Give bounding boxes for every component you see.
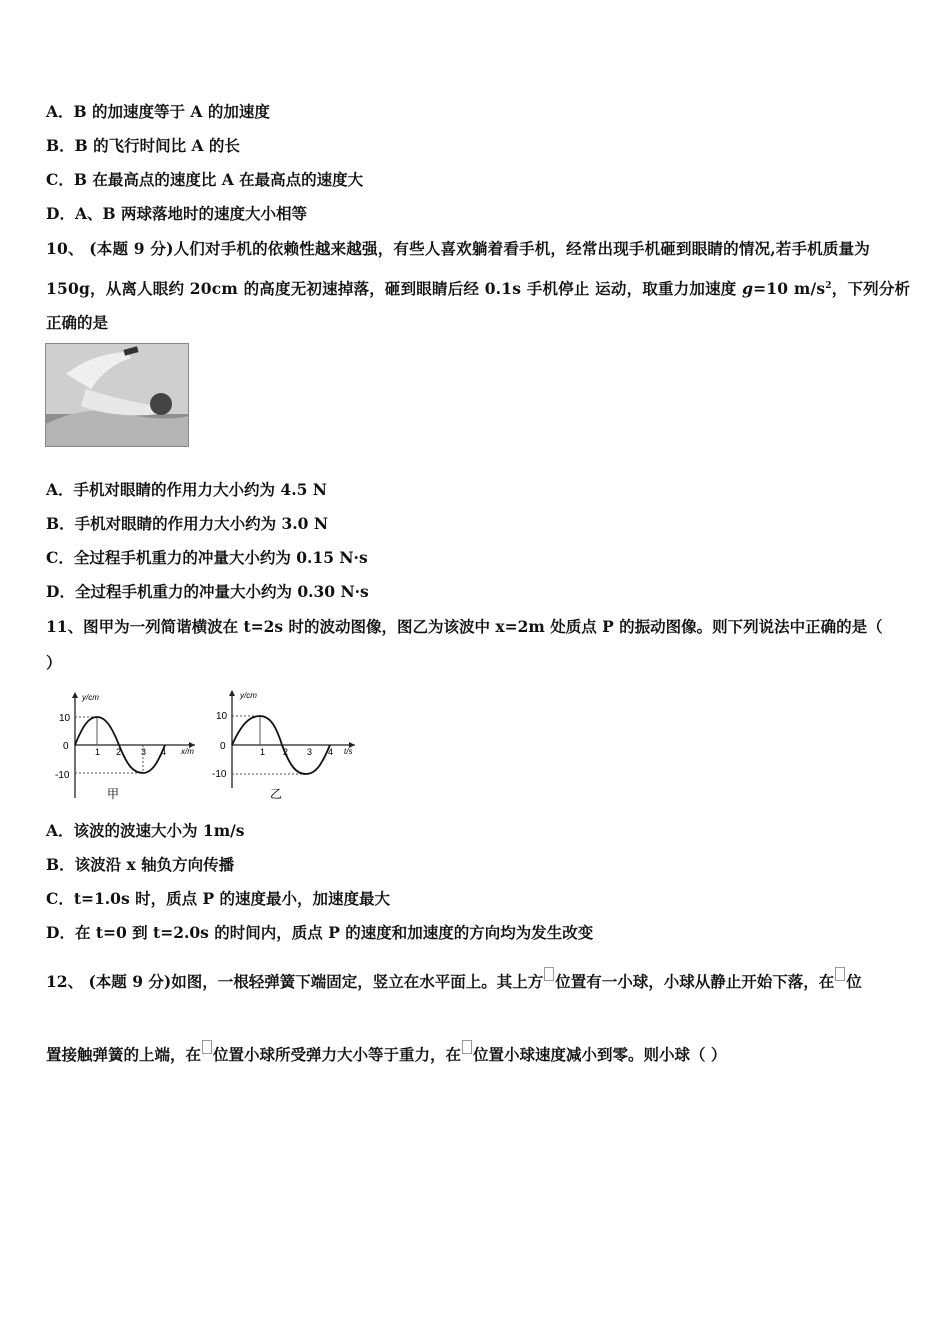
q10-stem-line3: 正确的是	[46, 313, 109, 332]
jia-ytick-10: 10	[59, 713, 71, 724]
yi-ytick-10: 10	[216, 711, 228, 722]
yi-xtick-3: 3	[307, 747, 313, 757]
yi-caption: 乙	[270, 787, 283, 801]
q10-stem-line1: 10、 (本题 9 分)人们对手机的依赖性越来越强，有些人喜欢躺着看手机，经常出现手机砸到眼睛的情况,若手机质量为	[46, 239, 871, 258]
missing-glyph-box	[544, 967, 554, 981]
q11-option-c: C．t=1.0s 时，质点 P 的速度最小，加速度最大	[46, 889, 391, 908]
q12-stem-line2: 置接触弹簧的上端，在 位置小球所受弹力大小等于重力，在 位置小球速度减小到零。则小球（ ）	[46, 1045, 726, 1065]
yi-xlabel: t/s	[344, 747, 353, 756]
q9-option-a: A．B 的加速度等于 A 的加速度	[46, 102, 270, 121]
jia-ylabel: y/cm	[82, 693, 99, 702]
q9-option-c: C．B 在最高点的速度比 A 在最高点的速度大	[46, 170, 364, 189]
jia-xtick-3: 3	[141, 747, 147, 757]
jia-xtick-2: 2	[116, 747, 122, 757]
jia-xtick-1: 1	[95, 747, 101, 757]
q11-stem-line1: 11、图甲为一列简谐横波在 t=2s 时的波动图像，图乙为该波中 x=2m 处质点 P 的振动图像。则下列说法中正确的是（	[46, 617, 883, 636]
q10-option-b: B．手机对眼睛的作用力大小约为 3.0 N	[46, 514, 329, 533]
q11-option-b: B．该波沿 x 轴负方向传播	[46, 855, 235, 874]
q12-stem-line1: 12、 (本题 9 分)如图，一根轻弹簧下端固定，竖立在水平面上。其上方 位置有一小球，小球从静止开始下落，在 位	[46, 972, 862, 992]
jia-xtick-4: 4	[161, 747, 167, 757]
yi-xtick-1: 1	[260, 747, 266, 757]
yi-xtick-4: 4	[328, 747, 334, 757]
q10-option-d: D．全过程手机重力的冲量大小约为 0.30 N·s	[46, 582, 369, 601]
yi-ylabel: y/cm	[240, 691, 257, 700]
missing-glyph-box	[202, 1040, 212, 1054]
q11-graph-yi	[210, 688, 360, 803]
q11-option-a: A．该波的波速大小为 1m/s	[46, 821, 245, 840]
q10-photo-person-lying-with-phone	[45, 343, 189, 447]
yi-xtick-2: 2	[283, 747, 289, 757]
yi-ytick-0: 0	[220, 741, 226, 752]
jia-ytick-neg10: -10	[55, 770, 70, 781]
jia-caption: 甲	[107, 787, 120, 801]
q11-graph-jia	[55, 688, 200, 803]
missing-glyph-box	[835, 967, 845, 981]
q11-stem-line2: ）	[46, 653, 62, 672]
missing-glyph-box	[462, 1040, 472, 1054]
q9-option-d: D．A、B 两球落地时的速度大小相等	[46, 204, 307, 223]
jia-xlabel: x/m	[181, 747, 194, 756]
jia-ytick-0: 0	[63, 741, 69, 752]
yi-ytick-neg10: -10	[212, 769, 227, 780]
q10-option-c: C．全过程手机重力的冲量大小约为 0.15 N·s	[46, 548, 368, 567]
q10-option-a: A．手机对眼睛的作用力大小约为 4.5 N	[46, 480, 327, 499]
q11-option-d: D．在 t=0 到 t=2.0s 的时间内，质点 P 的速度和加速度的方向均为发生改变	[46, 923, 594, 942]
q9-option-b: B．B 的飞行时间比 A 的长	[46, 136, 240, 155]
q10-stem-line2: 150g，从离人眼约 20cm 的高度无初速掉落，砸到眼睛后经 0.1s 手机停止 运动，取重力加速度 g=10 $m/s^2$，下列分析	[46, 279, 911, 299]
